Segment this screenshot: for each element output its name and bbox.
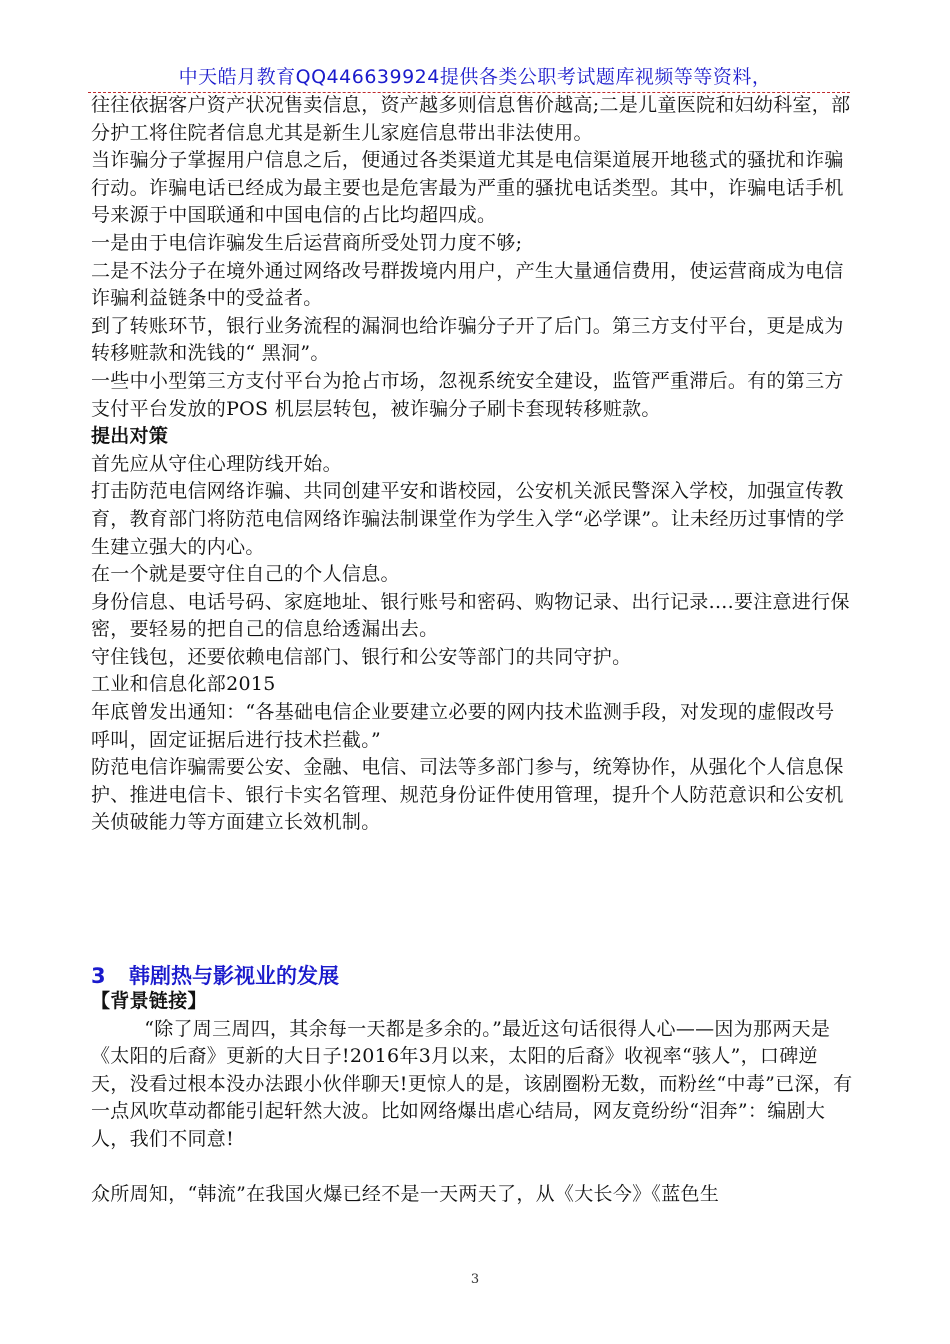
paragraph: “除了周三周四，其余每一天都是多余的。”最近这句话很得人心——因为那两天是《太阳的后裔》更新的大日子!2016年3月以来，太阳的后裔》收视率“骇人”，口碑逆天，没看过根本没办法跟小伙伴聊天!更惊人的是，该剧圈粉无数，而粉丝“中毒”已深，有一点风吹草动都能引起轩然大波。比如网络爆出虐心结局，网友竟纷纷“泪奔”：编剧大人，我们不同意! xyxy=(91,1017,853,1150)
background-label: 【背景链接】 xyxy=(91,990,207,1012)
paragraph: 首先应从守住心理防线开始。 xyxy=(91,452,342,475)
paragraph: 防范电信诈骗需要公安、金融、电信、司法等多部门参与，统筹协作，从强化个人信息保护、推进电信卡、银行卡实名管理、规范身份证件使用管理，提升个人防范意识和公安机关侦破能力等方面建立长效机制。 xyxy=(91,756,844,834)
paragraph: 打击防范电信网络诈骗、共同创建平安和谐校园，公安机关派民警深入学校，加强宣传教育，教育部门将防范电信网络诈骗法制课堂作为学生入学“必学课”。让未经历过事情的学生建立强大的内心。 xyxy=(91,480,845,558)
countermeasures-heading: 提出对策 xyxy=(91,425,169,448)
paragraph: 工业和信息化部2015 xyxy=(91,673,276,696)
section-number: 3 xyxy=(91,964,106,988)
paragraph: 身份信息、电话号码、家庭地址、银行账号和密码、购物记录、出行记录....要注意进行保密，要轻易的把自己的信息给透漏出去。 xyxy=(91,590,850,641)
paragraph: 年底曾发出通知：“各基础电信企业要建立必要的网内技术监测手段，对发现的虚假改号呼叫，固定证据后进行技术拦截。” xyxy=(91,701,835,751)
paragraph: 往往依据客户资产状况售卖信息，资产越多则信息售价越高;二是儿童医院和妇幼科室，部分护工将住院者信息尤其是新生儿家庭信息带出非法使用。 xyxy=(91,94,851,144)
paragraph: 到了转账环节，银行业务流程的漏洞也给诈骗分子开了后门。第三方支付平台，更是成为转移赃款和洗钱的“ 黑洞”。 xyxy=(91,314,844,365)
section-title: 韩剧热与影视业的发展 xyxy=(129,964,339,988)
page-number: 3 xyxy=(470,1272,480,1287)
paragraph: 二是不法分子在境外通过网络改号群拨境内用户，产生大量通信费用，使运营商成为电信诈骗利益链条中的受益者。 xyxy=(91,259,844,310)
section-heading xyxy=(91,960,853,990)
paragraph: 一是由于电信诈骗发生后运营商所受处罚力度不够; xyxy=(91,231,523,254)
paragraph-gap xyxy=(91,1154,853,1182)
paragraph: 众所周知，“韩流”在我国火爆已经不是一天两天了，从《大长今》《蓝色生 xyxy=(91,1183,720,1206)
paragraph: 守住钱包，还要依赖电信部门、银行和公安等部门的共同守护。 xyxy=(91,645,632,668)
page-header: 中天皓月教育QQ446639924提供各类公职考试题库视频等等资料， xyxy=(178,66,772,88)
paragraph: 在一个就是要守住自己的个人信息。 xyxy=(91,563,400,586)
paragraph: 一些中小型第三方支付平台为抢占市场，忽视系统安全建设，监管严重滞后。有的第三方支付平台发放的POS 机层层转包，被诈骗分子刷卡套现转移赃款。 xyxy=(91,369,844,420)
section-body xyxy=(91,988,853,1209)
paragraph: 当诈骗分子掌握用户信息之后，便通过各类渠道尤其是电信渠道展开地毯式的骚扰和诈骗行动。诈骗电话已经成为最主要也是危害最为严重的骚扰电话类型。其中，诈骗电话手机号来源于中国联通和中国电信的占比均超四成。 xyxy=(91,149,844,227)
body-text xyxy=(91,92,853,837)
